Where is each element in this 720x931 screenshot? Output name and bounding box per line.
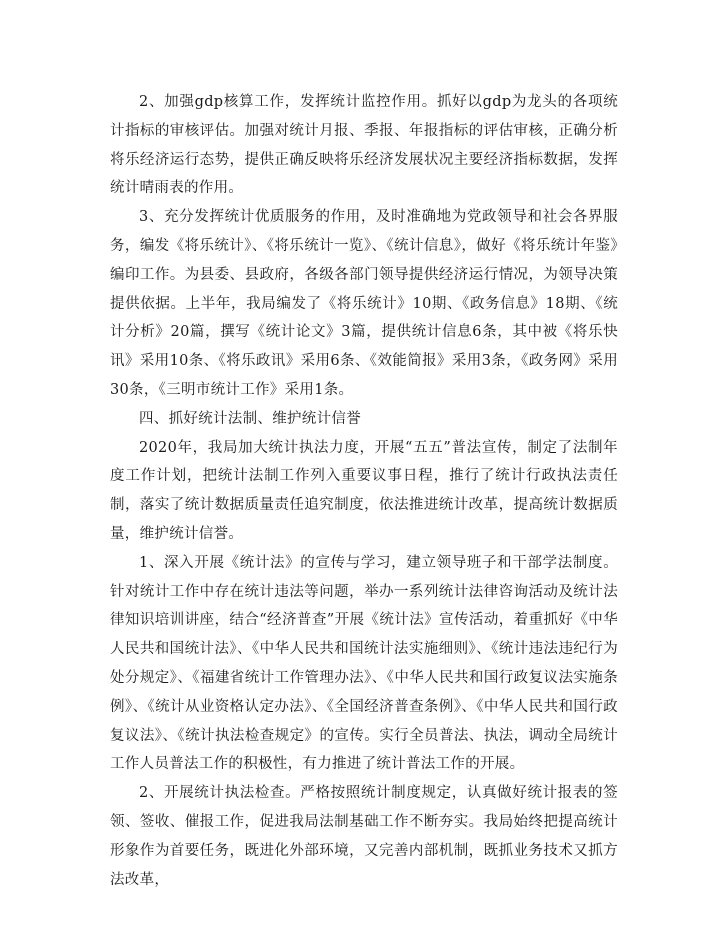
paragraph-gdp-accounting: 2、加强gdp核算工作，发挥统计监控作用。抓好以gdp为龙头的各项统计指标的审核评估。加强对统计月报、季报、年报指标的评估审核，正确分析将乐经济运行态势，提供正确反映将乐经济发展状况主要经济指标数据，发挥统计晴雨表的作用。 <box>110 94 618 197</box>
paragraph-law-enforcement-2020: 2020年，我局加大统计执法力度，开展“五五”普法宣传，制定了法制年度工作计划，把统计法制工作列入重要议事日程，推行了统计行政执法责任制，落实了统计数据质量责任追究制度，依法推进统计改革，提高统计数据质量，维护统计信誉。 <box>110 439 618 542</box>
paragraph-statistical-service: 3、充分发挥统计优质服务的作用，及时准确地为党政领导和社会各界服务，编发《将乐统计》、《将乐统计一览》、《统计信息》，做好《将乐统计年鉴》编印工作。为县委、县政府，各级各部门领导提供经济运行情况，为领导决策提供依据。上半年，我局编发了《将乐统计》10期、《政务信息》18期、《统计分析》20篇，撰写《统计论文》3篇，提供统计信息6条，其中被《将乐快讯》采用10条、《将乐政讯》采用6条、《效能简报》采用3条，《政务网》采用30条，《三明市统计工作》采用1条。 <box>110 209 618 398</box>
section-heading-statistics-law: 四、抓好统计法制、维护统计信誉 <box>139 410 361 427</box>
paragraph-law-publicity: 1、深入开展《统计法》的宣传与学习，建立领导班子和干部学法制度。针对统计工作中存在统计违法等问题，举办一系列统计法律咨询活动及统计法律知识培训讲座，结合“经济普查”开展《统计法》宣传活动，着重抓好《中华人民共和国统计法》、《中华人民共和国统计法实施细则》、《统计违法违纪行为处分规定》、《福建省统计工作管理办法》、《中华人民共和国行政复议法实施条例》、《统计从业资格认定办法》、《全国经济普查条例》、《中华人民共和国行政复议法》、《统计执法检查规定》的宣传。实行全员普法、执法，调动全局统计工作人员普法工作的积极性，有力推进了统计普法工作的开展。 <box>110 554 618 773</box>
document-page <box>110 88 618 894</box>
paragraph-law-inspection: 2、开展统计执法检查。严格按照统计制度规定，认真做好统计报表的签领、签收、催报工作，促进我局法制基础工作不断夯实。我局始终把提高统计形象作为首要任务，既进化外部环境，又完善内部机制，既抓业务技术又抓方法改革， <box>110 785 618 888</box>
